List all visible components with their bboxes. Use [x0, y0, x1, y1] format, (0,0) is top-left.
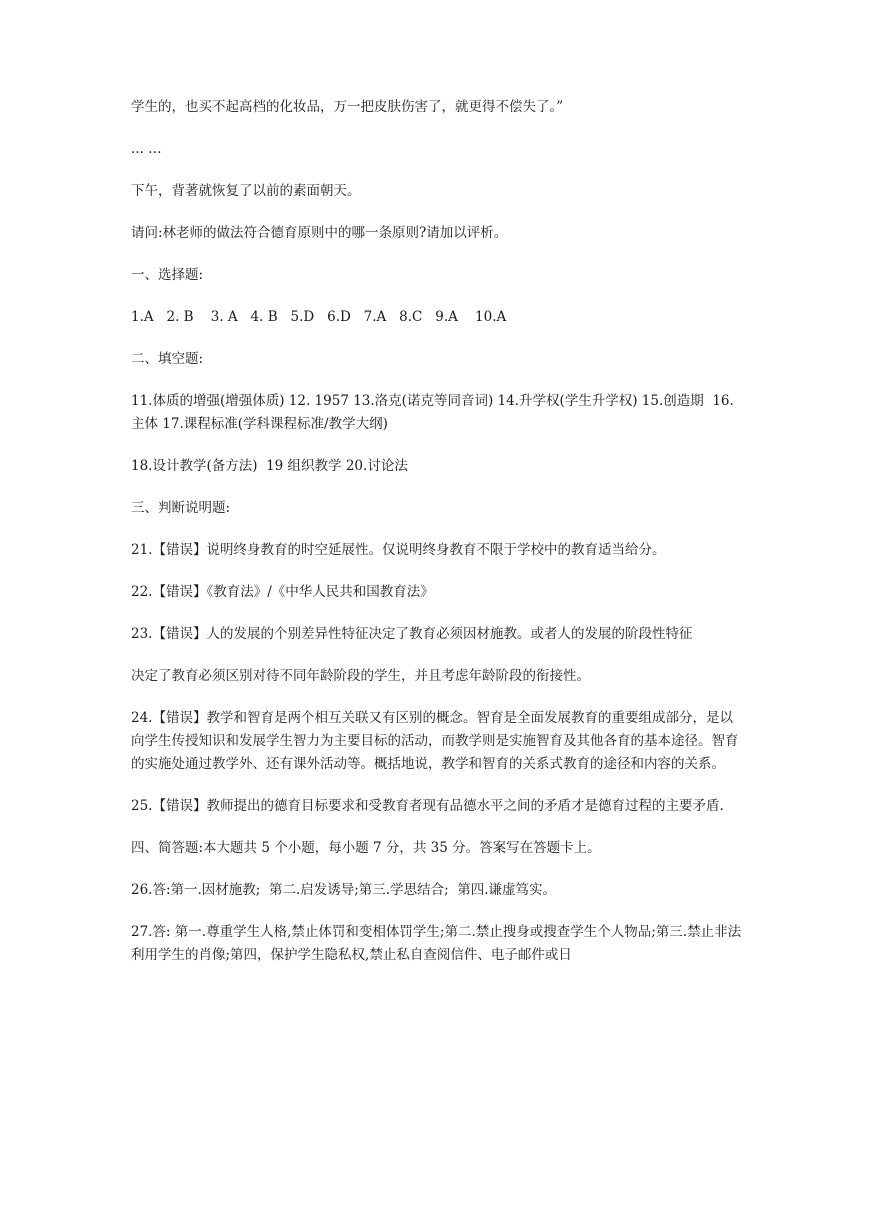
- paragraph: 22.【错误】《教育法》/《中华人民共和国教育法》: [131, 584, 434, 600]
- paragraph: 25.【错误】教师提出的德育目标要求和受教育者现有品德水平之间的矛盾才是德育过程的主要矛盾.: [131, 798, 724, 814]
- paragraph: 27.答: 第一.尊重学生人格,禁止体罚和变相体罚学生;第二.禁止搜身或搜查学生个人物品;第三.禁止非法利用学生的肖像;第四，保护学生隐私权,禁止私自查阅信件、电子邮件或日: [131, 924, 742, 963]
- document-page: [131, 96, 743, 967]
- paragraph: 二、填空题:: [131, 351, 204, 367]
- paragraph: 三、判断说明题:: [131, 500, 231, 516]
- paragraph: 24.【错误】教学和智育是两个相互关联又有区别的概念。智育是全面发展教育的重要组成部分，是以向学生传授知识和发展学生智力为主要目标的活动，而教学则是实施智育及其他各育的基本途径。智育的实施处通过教学外、还有课外活动等。概括地说，教学和智育的关系式教育的途径和内容的关系。: [131, 710, 739, 772]
- paragraph: 请问:林老师的做法符合德育原则中的哪一条原则?请加以评析。: [131, 225, 508, 241]
- paragraph: 学生的，也买不起高档的化妆品，万一把皮肤伤害了，就更得不偿失了。”: [131, 99, 564, 115]
- paragraph: ... …: [131, 141, 162, 157]
- paragraph: 26.答:第一.因材施教; 第二.启发诱导;第三.学思结合; 第四.谦虚笃实。: [131, 882, 556, 898]
- paragraph: 决定了教育必须区别对待不同年龄阶段的学生，并且考虑年龄阶段的衔接性。: [131, 668, 590, 684]
- paragraph: 一、选择题:: [131, 267, 204, 283]
- paragraph: 四、简答题:本大题共 5 个小题，每小题 7 分，共 35 分。答案写在答题卡上。: [131, 840, 601, 856]
- paragraph: 11.体质的增强(增强体质) 12. 1957 13.洛克(诺克等同音词) 14.升学权(学生升学权) 15.创造期 16.主体 17.课程标准(学科课程标准/教学大纲): [131, 393, 734, 432]
- paragraph: 18.设计教学(备方法) 19 组织教学 20.讨论法: [131, 458, 408, 474]
- paragraph: 1.A 2. B 3. A 4. B 5.D 6.D 7.A 8.C 9.A 10.A: [131, 309, 507, 325]
- paragraph: 21.【错误】说明终身教育的时空延展性。仅说明终身教育不限于学校中的教育适当给分。: [131, 542, 666, 558]
- paragraph: 23.【错误】人的发展的个别差异性特征决定了教育必须因材施教。或者人的发展的阶段性特征: [131, 626, 693, 642]
- paragraph: 下午，背著就恢复了以前的素面朝天。: [131, 183, 361, 199]
